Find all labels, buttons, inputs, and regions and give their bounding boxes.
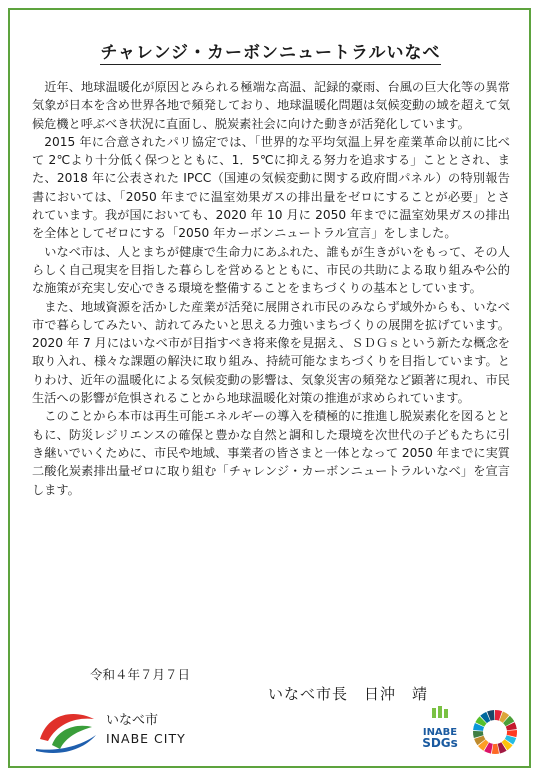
mayor-signature: いなべ市長 日沖 靖 <box>268 685 429 703</box>
declaration-date: 令和４年７月７日 <box>90 667 191 682</box>
inabe-sdgs-top: INABE <box>422 727 458 738</box>
declaration-body <box>32 78 510 499</box>
document-title-text: チャレンジ・カーボンニュートラルいなべ <box>100 38 440 65</box>
paragraph-3: いなべ市は、人とまちが健康で生命力にあふれた、誰もが生きがいをもって、その人らしく自己現実を目指した暮らしを営めるとともに、市民の共助による取り組みや公的な施策が充実し安心できる環境を整備することをまちづくりの基本としています。 <box>32 244 510 296</box>
inabe-sdgs-main: SDGs <box>422 736 458 750</box>
city-name-en: INABE CITY <box>106 731 186 746</box>
document-title <box>0 38 541 65</box>
paragraph-5: このことから本市は再生可能エネルギーの導入を積極的に推進し脱炭素化を図るとともに、防災レジリエンスの確保と豊かな自然と調和した環境を次世代の子どもたちに引き継いでいくために、市民や地域、事業者の皆さまと一体となって 2050 年までに実質二酸化炭素排出量ゼロに取り組む「チャレンジ・カーボンニュートラルいなべ」を宣言します。 <box>32 409 510 497</box>
inabe-sdgs-text <box>416 727 464 749</box>
sdgs-wheel-segment <box>492 744 499 754</box>
city-name <box>106 712 186 748</box>
paragraph-2: 2015 年に合意されたパリ協定では、「世界的な平均気温上昇を産業革命以前に比べて 2℃より十分低く保つとともに、1．5℃に抑える努力を追求する」こととされ、また、2018 年に公表された IPCC（国連の気候変動に関する政府間パネル）の特別報告書においては、「2050 年までに温室効果ガスの排出量をゼロにすることが必要」とされています。我が国においても、2020 年 10 月に 2050 年までに温室効果ガスの排出を全体としてゼロにする「2050 年カーボンニュートラル宣言」をしました。 <box>32 134 510 241</box>
inabe-city-emblem-icon <box>32 705 102 755</box>
paragraph-1: 近年、地球温暖化が原因とみられる極端な高温、記録的豪雨、台風の巨大化等の異常気象が日本を含め世界各地で頻発しており、地球温暖化問題は気候変動の域を超えて気候危機と呼ぶべき状況に直面し、脱炭素社会に向けた動きが活発化しています。 <box>32 80 510 131</box>
paragraph-4: また、地域資源を活かした産業が活発に展開され市民のみならず域外からも、いなべ市で暮らしてみたい、訪れてみたいと思える力強いまちづくりの展開を拡げています。2020 年 7 月にはいなべ市が目指すべき将来像を見据え、ＳＤＧｓという新たな概念を取り入れ、様々な課題の解決に取り組み、持続可能なまちづくりを目指しています。とりわけ、近年の温暖化による気候変動の影響は、気象災害の頻発など顕著に現れ、市民生活への影響が危惧されることから地球温暖化対策の推進が求められています。 <box>32 299 510 406</box>
sdgs-color-wheel-icon <box>472 709 518 755</box>
city-name-ja: いなべ市 <box>106 713 159 728</box>
